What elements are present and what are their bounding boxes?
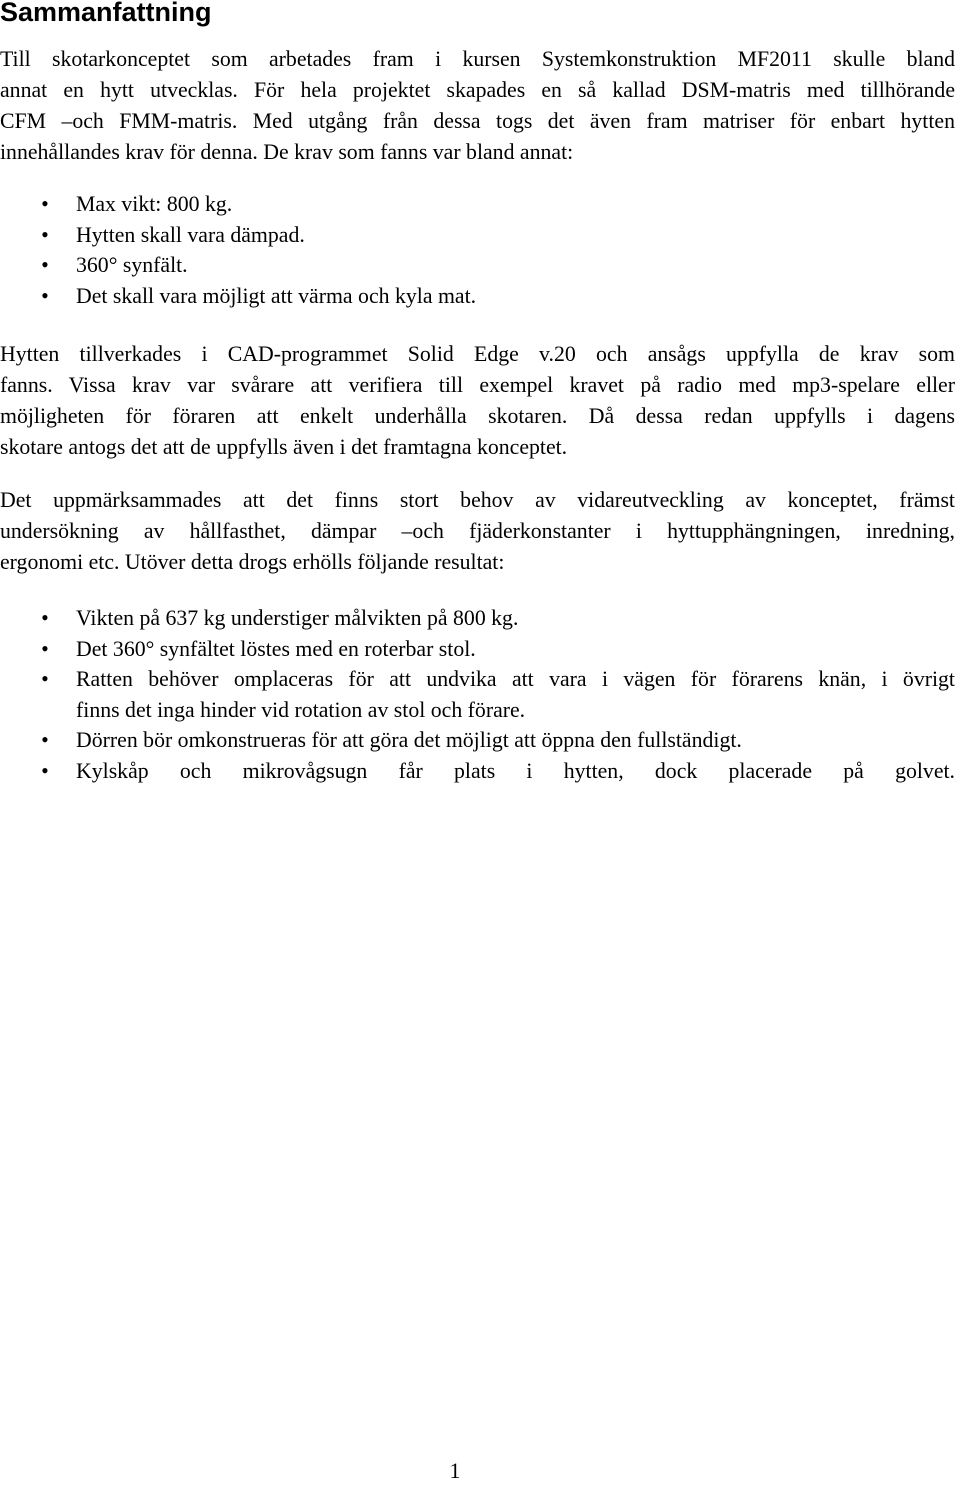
- bullet-icon: •: [41, 192, 49, 216]
- paragraph-line: fanns. Vissa krav var svårare att verifiera till exempel kravet på radio med mp3-spelare eller: [0, 373, 955, 397]
- list-item: [0, 725, 960, 756]
- bullet-icon: •: [41, 728, 49, 752]
- list-item-text-continued: finns det inga hinder vid rotation av stol och förare.: [76, 697, 526, 722]
- list-item-text: Hytten skall vara dämpad.: [76, 222, 305, 247]
- list-item-text: Ratten behöver omplaceras för att undvika att vara i vägen för förarens knän, i övrigt: [76, 667, 955, 691]
- paragraph-line: skotare antogs det att de uppfylls även i det framtagna konceptet.: [0, 435, 568, 459]
- list-item: [0, 603, 960, 634]
- paragraph-line: annat en hytt utvecklas. För hela projektet skapades en så kallad DSM-matris med tillhörande: [0, 78, 955, 102]
- bullet-icon: •: [41, 636, 49, 661]
- paragraph-line: undersökning av hållfasthet, dämpar –och fjäderkonstanter i hyttupphängningen, inredning,: [0, 519, 955, 543]
- intro-paragraph: [0, 44, 955, 168]
- paragraph-line: möjligheten för föraren att enkelt underhålla skotaren. Då dessa redan uppfylls i dagens: [0, 404, 955, 428]
- page-number: 1: [449, 1459, 461, 1483]
- list-item-text: Vikten på 637 kg understiger målvikten på 800 kg.: [76, 606, 519, 630]
- cad-paragraph: [0, 339, 955, 463]
- bullet-icon: •: [41, 606, 49, 630]
- bullet-icon: •: [41, 758, 49, 783]
- paragraph-line: CFM –och FMM-matris. Med utgång från dessa togs det även fram matriser för enbart hytten: [0, 109, 955, 133]
- paragraph-line: ergonomi etc. Utöver detta drogs erhölls följande resultat:: [0, 550, 505, 574]
- paragraph-line: innehållandes krav för denna. De krav som fanns var bland annat:: [0, 140, 574, 164]
- list-item-text: Det 360° synfältet löstes med en roterbar stol.: [76, 636, 476, 661]
- list-item-text: Max vikt: 800 kg.: [76, 192, 233, 216]
- list-item: [0, 634, 960, 665]
- findings-paragraph: [0, 485, 955, 578]
- list-item-text: Kylskåp och mikrovågsugn får plats i hytten, dock placerade på golvet.: [76, 758, 955, 783]
- list-item-text: Dörren bör omkonstrueras för att göra det möjligt att öppna den fullständigt.: [76, 728, 742, 752]
- list-item: [0, 664, 960, 725]
- bullet-icon: •: [41, 253, 49, 277]
- paragraph-line: Till skotarkonceptet som arbetades fram i kursen Systemkonstruktion MF2011 skulle bland: [0, 47, 955, 71]
- list-item: [0, 756, 960, 787]
- page-title: Sammanfattning: [0, 0, 212, 27]
- bullet-icon: •: [41, 283, 49, 308]
- list-item: [0, 220, 960, 251]
- paragraph-line: Hytten tillverkades i CAD-programmet Solid Edge v.20 och ansågs uppfylla de krav som: [0, 342, 955, 366]
- bullet-icon: •: [41, 667, 49, 691]
- list-item: [0, 281, 960, 312]
- list-item-text: 360° synfält.: [76, 253, 188, 277]
- list-item: [0, 250, 960, 281]
- bullet-icon: •: [41, 222, 49, 247]
- requirements-list: [0, 189, 960, 311]
- list-item-text: Det skall vara möjligt att värma och kyla mat.: [76, 283, 477, 308]
- list-item: [0, 189, 960, 220]
- results-list: [0, 603, 960, 786]
- paragraph-line: Det uppmärksammades att det finns stort behov av vidareutveckling av konceptet, främst: [0, 488, 955, 512]
